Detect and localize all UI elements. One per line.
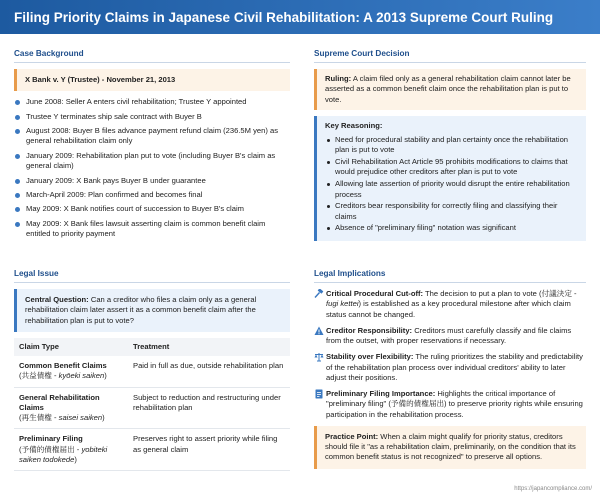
central-question-text: Can a creditor who files a claim only as a general rehabilitation claim later assert it as a common benefit claim after the rehabilitation plan is put to vote? xyxy=(25,295,257,325)
implication-item xyxy=(314,326,586,347)
implication-label: Creditor Responsibility: xyxy=(326,325,413,335)
legal-issue-section xyxy=(14,268,290,471)
ruling-text: A claim filed only as a general rehabilitation claim cannot later be asserted as a common benefit claim once the rehabilitation plan is put to vote. xyxy=(325,74,571,104)
case-background-heading: Case Background xyxy=(14,48,290,63)
table-row xyxy=(14,387,290,429)
implications-heading: Legal Implications xyxy=(314,268,586,283)
reasoning-label: Key Reasoning: xyxy=(325,120,383,130)
reason-item: Need for procedural stability and plan certainty once the rehabilitation plan is put to vote xyxy=(325,135,578,156)
table-row xyxy=(14,356,290,387)
claim-type-jp: (共益債権 - xyxy=(19,371,59,381)
central-question-box xyxy=(14,289,290,332)
gavel-icon xyxy=(314,289,324,299)
implication-italic: fugi kettei xyxy=(326,299,359,309)
reasoning-list xyxy=(325,135,578,234)
legal-issue-heading: Legal Issue xyxy=(14,268,290,283)
treatment-cell: Subject to reduction and restructuring under rehabilitation plan xyxy=(128,387,290,429)
claim-type-romaji: saisei saiken xyxy=(58,413,103,423)
reason-item: Allowing late assertion of priority would disrupt the entire rehabilitation process xyxy=(325,179,578,200)
balance-scale-icon xyxy=(314,352,324,362)
implication-item xyxy=(314,352,586,383)
implication-text: Highlights the critical importance of "preliminary filing" (予備的債権届出) to preserve priority rights while ensuring participation in the rehabilitation process. xyxy=(326,389,583,419)
page-title: Filing Priority Claims in Japanese Civil Rehabilitation: A 2013 Supreme Court Ruling xyxy=(0,0,600,34)
claim-type-close: ) xyxy=(104,371,107,381)
claim-type-cell xyxy=(14,387,128,429)
case-background-section xyxy=(14,48,290,244)
treatment-cell: Preserves right to assert priority while filing as general claim xyxy=(128,429,290,471)
table-header-row xyxy=(14,338,290,356)
practice-point-text: When a claim might qualify for priority status, creditors should file it "as a rehabilitation claim, preliminarily, on the condition that its common benefit status is not recognized" to preserve all options. xyxy=(325,431,576,462)
timeline-item: August 2008: Buyer B files advance payment refund claim (236.5M yen) as general rehabilitation claim only xyxy=(14,126,290,147)
timeline-item: March-April 2009: Plan confirmed and becomes final xyxy=(14,190,290,200)
practice-point-label: Practice Point: xyxy=(325,431,379,441)
document-icon xyxy=(314,389,324,399)
claim-type-jp: (再生債権 - xyxy=(19,413,59,423)
reason-item: Creditors bear responsibility for correctly filing and classifying their claims xyxy=(325,201,578,222)
central-question-label: Central Question: xyxy=(25,295,89,305)
treatment-header: Treatment xyxy=(128,338,290,356)
implication-text: Creditors must carefully classify and file claims from the outset, with proper reservations if necessary. xyxy=(326,325,572,346)
timeline-item: May 2009: X Bank notifies court of succession to Buyer B's claim xyxy=(14,204,290,214)
timeline-item: May 2009: X Bank files lawsuit asserting claim is common benefit claim entitled to priority payment xyxy=(14,219,290,240)
implication-item xyxy=(314,289,586,320)
claim-type-close: ) xyxy=(74,454,77,464)
implication-text: The ruling prioritizes the stability and predictability of the rehabilitation plan process over individual creditors' ability to later adjust their positions. xyxy=(326,352,583,382)
treatment-cell: Paid in full as due, outside rehabilitation plan xyxy=(128,356,290,387)
claim-type-romaji: yobiteki saiken todokede xyxy=(19,444,108,464)
reason-item: Absence of "preliminary filing" notation was significant xyxy=(325,223,578,233)
decision-section xyxy=(314,48,586,241)
case-name-box: X Bank v. Y (Trustee) - November 21, 2013 xyxy=(14,69,290,91)
claim-type-name: Common Benefit Claims xyxy=(19,361,107,371)
reasoning-box xyxy=(314,116,586,241)
timeline-item: Trustee Y terminates ship sale contract with Buyer B xyxy=(14,112,290,122)
claim-type-table xyxy=(14,338,290,471)
claim-type-cell xyxy=(14,429,128,471)
warning-icon xyxy=(314,326,324,336)
claim-type-romaji: kyōeki saiken xyxy=(58,371,105,381)
timeline-item: January 2009: X Bank pays Buyer B under guarantee xyxy=(14,176,290,186)
claim-type-name: General Rehabilitation Claims xyxy=(19,392,100,412)
claim-type-jp: (予備的債権届出 - xyxy=(19,444,82,454)
timeline-item: January 2009: Rehabilitation plan put to vote (including Buyer B's claim as general claim) xyxy=(14,151,290,172)
implication-text: The decision to put a plan to vote (付議決定 - xyxy=(425,289,577,299)
claim-type-close: ) xyxy=(102,413,105,423)
implication-label: Critical Procedural Cut-off: xyxy=(326,289,424,299)
reason-item: Civil Rehabilitation Act Article 95 prohibits modifications to claims that would prejudice other creditors after plan is put to vote xyxy=(325,157,578,178)
footer-url[interactable]: https://japancompliance.com/ xyxy=(514,485,592,492)
implication-label: Preliminary Filing Importance: xyxy=(326,389,436,399)
implication-label: Stability over Flexibility: xyxy=(326,352,414,362)
implication-item xyxy=(314,389,586,420)
decision-heading: Supreme Court Decision xyxy=(314,48,586,63)
implications-section xyxy=(314,268,586,469)
claim-type-cell xyxy=(14,356,128,387)
ruling-box xyxy=(314,69,586,110)
ruling-label: Ruling: xyxy=(325,74,352,84)
table-row xyxy=(14,429,290,471)
claim-type-header: Claim Type xyxy=(14,338,128,356)
timeline-list xyxy=(14,97,290,239)
timeline-item: June 2008: Seller A enters civil rehabilitation; Trustee Y appointed xyxy=(14,97,290,107)
claim-type-name: Preliminary Filing xyxy=(19,434,83,444)
implication-text-tail: ) is established as a key procedural milestone after which claim status cannot be changed. xyxy=(326,299,571,319)
practice-point-box xyxy=(314,426,586,469)
